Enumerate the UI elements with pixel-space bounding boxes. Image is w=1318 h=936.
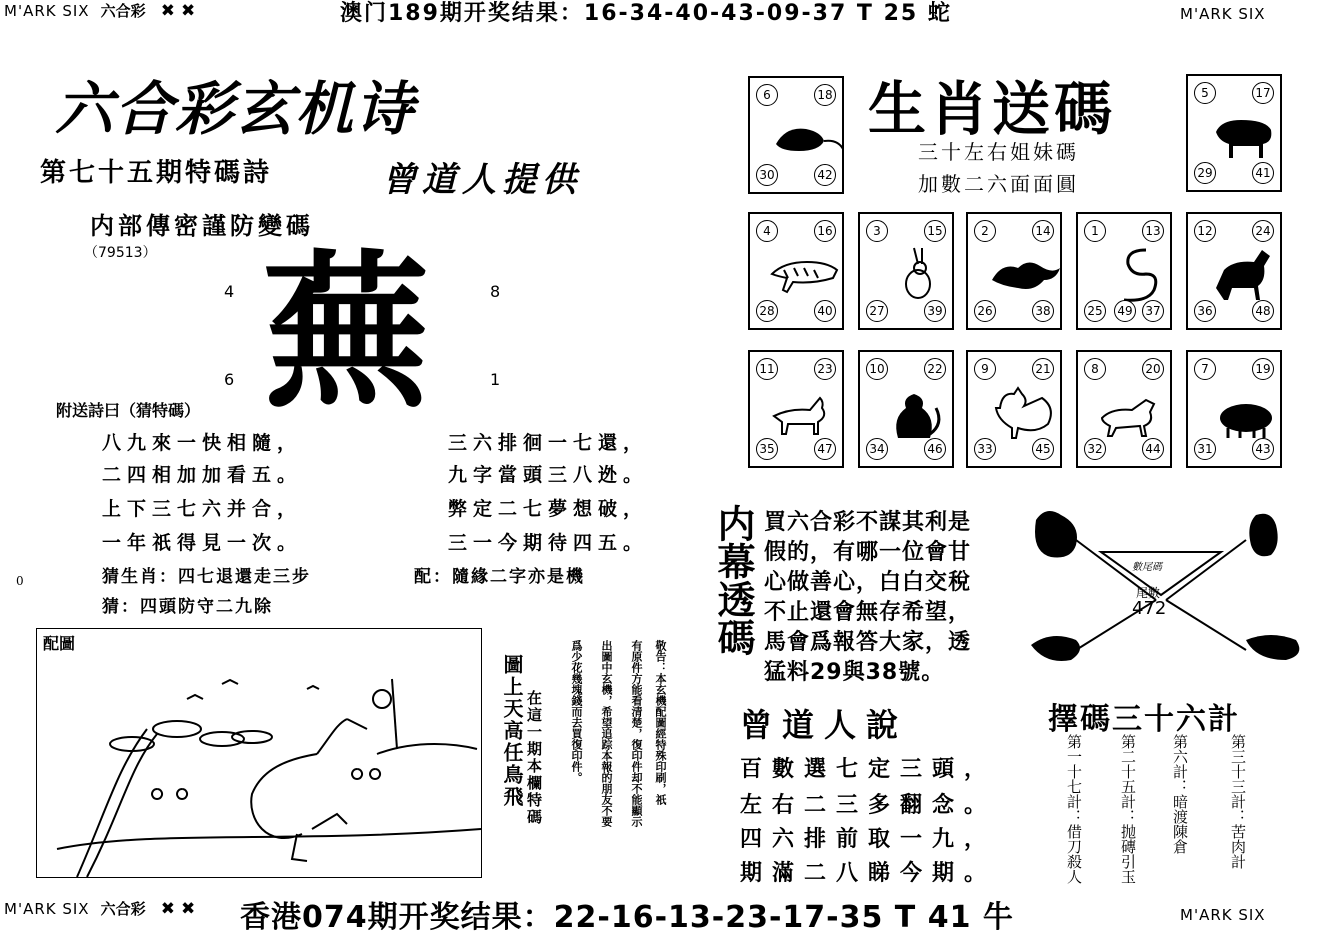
brand-right-bottom: M'ARK SIX — [1180, 906, 1266, 924]
inside-line: 假的，有哪一位會甘 — [764, 540, 972, 565]
strategy-item: 第一十七計：借刀殺人 — [1065, 734, 1083, 884]
horse-icon — [1206, 240, 1282, 306]
notice-line: 敬告：本玄機配圖經特殊印刷，祇 — [654, 640, 667, 805]
zodiac-number: 13 — [1142, 220, 1164, 242]
zodiac-number: 46 — [924, 438, 946, 460]
page-title: 六合彩玄机诗 — [55, 75, 416, 143]
notice-line: 出圖中玄機，希望追踪本報的朋友不要 — [600, 640, 613, 827]
zodiac-number: 18 — [814, 84, 836, 106]
zodiac-number: 10 — [866, 358, 888, 380]
zodiac-number: 7 — [1194, 358, 1216, 380]
poem-line: 八九來一快相隨， — [102, 432, 303, 454]
strategy-item: 第三十三計：苦肉計 — [1229, 734, 1247, 869]
poem-line: 三一今期待四五。 — [448, 532, 649, 554]
zodiac-number: 29 — [1194, 162, 1216, 184]
zodiac-cell — [1186, 212, 1282, 330]
zodiac-number: 49 — [1114, 300, 1136, 322]
zodiac-number: 32 — [1084, 438, 1106, 460]
zodiac-number: 12 — [1194, 220, 1216, 242]
zodiac-number: 26 — [974, 300, 996, 322]
poem-line: 一年祇得見一次。 — [102, 532, 303, 554]
zodiac-number: 6 — [756, 84, 778, 106]
inside-line: 馬會爲報答大家，透 — [764, 630, 972, 655]
zodiac-number: 4 — [756, 220, 778, 242]
pig-icon — [1206, 378, 1282, 444]
zodiac-number: 2 — [974, 220, 996, 242]
zodiac-number: 19 — [1252, 358, 1274, 380]
tail-number-diagram — [1016, 500, 1310, 680]
zodiac-number: 16 — [814, 220, 836, 242]
inside-line: 心做善心，白白交稅 — [764, 570, 972, 595]
zodiac-number: 1 — [1084, 220, 1106, 242]
zodiac-number: 47 — [814, 438, 836, 460]
zodiac-cell — [966, 350, 1062, 468]
code-label: （79513） — [84, 245, 157, 261]
zodiac-number: 9 — [974, 358, 996, 380]
inside-body — [764, 508, 971, 688]
inside-line: 買六合彩不謀其利是 — [764, 510, 972, 535]
zodiac-cell — [1076, 350, 1172, 468]
zodiac-number: 28 — [756, 300, 778, 322]
corner-number-bl: 6 — [224, 370, 235, 389]
strategy-item: 第二十五計：抛磚引玉 — [1119, 734, 1137, 884]
zodiac-number: 23 — [814, 358, 836, 380]
corner-number-tl: 4 — [224, 282, 235, 301]
zodiac-number: 24 — [1252, 220, 1274, 242]
dragon-icon — [986, 240, 1062, 306]
notice-line: 有原件方能看清楚，復印件却不能顯示 — [630, 640, 643, 827]
rat-icon — [768, 104, 844, 170]
zodiac-cell — [858, 350, 954, 468]
inside-title: 内幕透碼 — [711, 504, 755, 656]
diagram-label: 數尾碼 — [1132, 562, 1162, 573]
zodiac-number: 37 — [1142, 300, 1164, 322]
corner-number-tr: 8 — [490, 282, 501, 301]
zodiac-number: 42 — [814, 164, 836, 186]
zodiac-cell — [858, 212, 954, 330]
zodiac-number: 48 — [1252, 300, 1274, 322]
cross-icon: ✖ ✖ — [160, 899, 196, 919]
guess-zodiac: 猜生肖：四七退還走三步 — [102, 567, 311, 587]
dog-icon — [1096, 378, 1172, 444]
corner-number-br: 1 — [490, 370, 501, 389]
side-mark: 0 — [16, 574, 24, 588]
zodiac-number: 44 — [1142, 438, 1164, 460]
strategy-item: 第六計：暗渡陳倉 — [1171, 734, 1189, 854]
zodiac-number: 39 — [924, 300, 946, 322]
zodiac-number: 43 — [1252, 438, 1274, 460]
saying-line: 四六排前取一九， — [740, 826, 997, 852]
lottery-mark: 六合彩 — [100, 2, 146, 20]
goat-icon — [768, 378, 844, 444]
zodiac-number: 35 — [756, 438, 778, 460]
zodiac-cell — [1186, 350, 1282, 468]
brand-right-top: M'ARK SIX — [1180, 5, 1266, 23]
macau-result-banner: 澳门189期开奖结果：16-34-40-43-09-37 T 25 蛇 — [340, 1, 952, 26]
brand-left: M'ARK SIX — [4, 2, 90, 20]
diagram-value: 472 — [1132, 598, 1167, 619]
zodiac-number: 11 — [756, 358, 778, 380]
issue-label: 第七十五期特碼詩 — [40, 158, 273, 188]
hongkong-result-banner: 香港074期开奖结果：22-16-13-23-17-35 T 41 牛 — [240, 900, 1014, 935]
zodiac-number: 38 — [1032, 300, 1054, 322]
provider-label: 曾道人提供 — [382, 160, 582, 200]
zodiac-number: 21 — [1032, 358, 1054, 380]
pair-hint: 配：隨緣二字亦是機 — [414, 567, 585, 587]
strategy-title: 擇碼三十六計 — [1048, 702, 1240, 737]
monkey-icon — [878, 378, 954, 444]
poem-line: 二四相加加看五。 — [102, 464, 303, 486]
zodiac-number: 40 — [814, 300, 836, 322]
zodiac-number: 34 — [866, 438, 888, 460]
zodiac-number: 15 — [924, 220, 946, 242]
picture-subcaption: 在這一期本欄特碼 — [525, 690, 543, 826]
zodiac-number: 3 — [866, 220, 888, 242]
big-character: 蕪 — [262, 235, 430, 431]
guess-hint: 猜：四頭防守二九除 — [102, 597, 273, 617]
inside-line: 猛料29與38號。 — [764, 660, 945, 685]
brand-left: M'ARK SIX — [4, 900, 90, 918]
saying-line: 百數選七定三頭， — [740, 756, 997, 782]
sayings-title: 曾道人說 — [740, 706, 909, 744]
tiger-icon — [768, 240, 844, 306]
poem-line: 弊定二七夢想破， — [448, 498, 649, 520]
saying-line: 左右二三多翻念。 — [740, 792, 997, 818]
zodiac-cell — [748, 76, 844, 194]
inside-line: 不止還會無存希望， — [764, 600, 972, 625]
zodiac-number: 36 — [1194, 300, 1216, 322]
zodiac-cell — [1186, 74, 1282, 192]
zodiac-line-1: 三十左右姐妹碼 — [918, 140, 1079, 164]
zodiac-number: 8 — [1084, 358, 1106, 380]
picture-label: 配圖 — [43, 634, 76, 653]
picture-frame — [36, 628, 482, 878]
zodiac-line-2: 加數二六面面圓 — [918, 172, 1079, 196]
rooster-icon — [986, 378, 1062, 444]
poem-line: 上下三七六并合， — [102, 498, 303, 520]
diagram-mid-label: 尾數 — [1136, 586, 1161, 600]
ox-icon — [1206, 102, 1282, 168]
crane-illustration — [37, 629, 481, 877]
poem-line: 九字當頭三八迯。 — [448, 464, 649, 486]
notice-line: 爲少花幾塊錢而去買復印件。 — [570, 640, 583, 783]
zodiac-cell — [966, 212, 1062, 330]
cross-icon: ✖ ✖ — [160, 1, 196, 21]
snake-icon — [1096, 240, 1172, 306]
zodiac-number: 31 — [1194, 438, 1216, 460]
poem-line: 三六排徊一七還， — [448, 432, 649, 454]
zodiac-number: 33 — [974, 438, 996, 460]
zodiac-number: 5 — [1194, 82, 1216, 104]
lottery-mark: 六合彩 — [100, 900, 146, 918]
poem-heading: 附送詩曰（猜特碼） — [56, 401, 201, 420]
picture-caption: 圖上天高任鳥飛 — [500, 654, 524, 808]
zodiac-number: 22 — [924, 358, 946, 380]
zodiac-cell — [1076, 212, 1172, 330]
secret-label: 内部傳密謹防變碼 — [90, 211, 314, 240]
zodiac-number: 45 — [1032, 438, 1054, 460]
zodiac-number: 27 — [866, 300, 888, 322]
zodiac-number: 20 — [1142, 358, 1164, 380]
rabbit-icon — [878, 240, 954, 306]
saying-line: 期滿二八睇今期。 — [740, 860, 997, 886]
zodiac-title: 生肖送碼 — [868, 75, 1117, 143]
zodiac-cell — [748, 212, 844, 330]
zodiac-number: 30 — [756, 164, 778, 186]
zodiac-cell — [748, 350, 844, 468]
zodiac-number: 17 — [1252, 82, 1274, 104]
zodiac-number: 41 — [1252, 162, 1274, 184]
zodiac-number: 14 — [1032, 220, 1054, 242]
zodiac-number: 25 — [1084, 300, 1106, 322]
